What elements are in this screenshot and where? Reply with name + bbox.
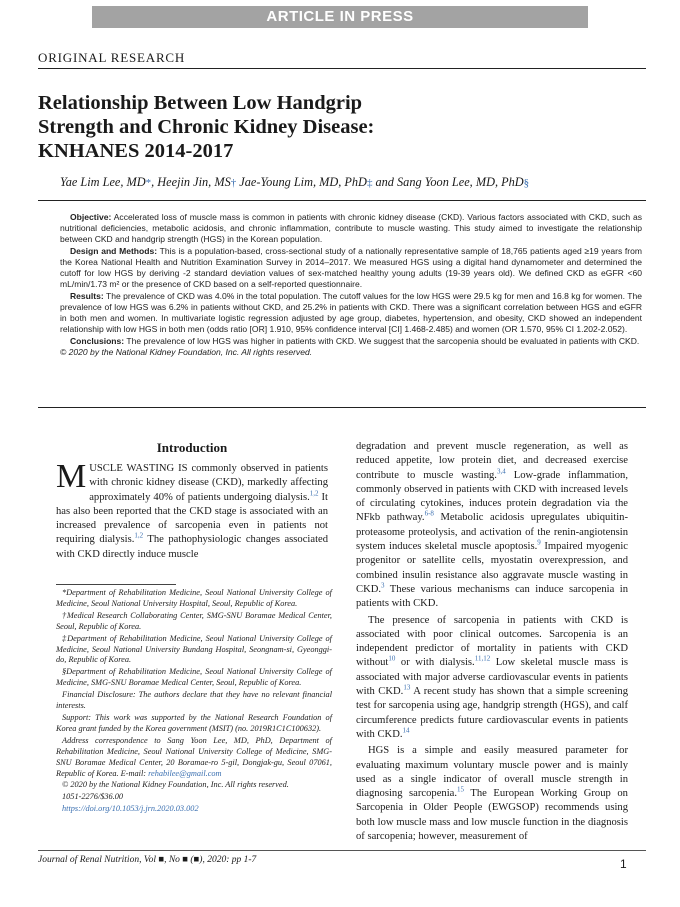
abstract-text: The prevalence of low HGS was higher in patients with CKD. We suggest that the sarcopenia should be evaluated in patients with CKD. [124,335,640,346]
section-label: ORIGINAL RESEARCH [38,50,186,65]
abstract-top-rule [38,200,646,201]
footer-rule [38,850,646,851]
financial-disclosure: Financial Disclosure: The authors declare that they have no relevant financial interests. [56,690,332,711]
footnotes [56,588,332,816]
issn: 1051-2276/$36.00 [62,792,124,802]
introduction-paragraph [56,458,329,562]
paragraph-text: HGS is a simple and easily measured parameter for evaluating maximum voluntary muscle power and is mainly used as a single indicator of overall muscle strength in diagnosing sarcopenia. [356,745,628,800]
affiliation-link[interactable]: † [230,177,237,189]
abstract-results [60,291,642,335]
reference-link[interactable]: 3,4 [496,467,506,476]
author-name: Yae Lim Lee, MD [60,175,146,189]
reference-link[interactable]: 3 [381,581,385,590]
address-text: Address correspondence to Sang Yoon Lee, MD, PhD, Department of Rehabilitation Medicine, Seoul National University College of Medicine, SMG-SNU Boramae Medical Center, 20 Boramae-ro 5-gil, Dongjak-gu, Seoul 07061, Republic of Korea. E-mail: [56,735,332,778]
abstract-text: Accelerated loss of muscle mass is common in patients with chronic kidney disease (CKD). Various factors associated with CKD, such as nutritional deficiencies, metabolic acidosis, and chronic inflammation, contribute to muscle wasting. This study aimed to investigate the relationship between CKD and handgrip strength (HGS) in the Korean population. [60,212,642,245]
paragraph-text: It has also been reported that the CKD stage is associated with an increased prevalence of sarcopenia even in patients not requiring dialysis. [56,491,328,546]
paragraph-text: Impaired myogenic progenitor or satellite cells, myostatin overexpression, and combined insulin resistance also aggravate muscle wasting in CKD. [356,541,628,595]
affiliation-note: §Department of Rehabilitation Medicine, Seoul National University College of Medicine, SMG-SNU Boramae Medical Center, Seoul, Republic of Korea. [56,667,332,688]
reference-link[interactable]: 9 [537,538,541,547]
correspondence-address [56,736,332,780]
reference-link[interactable]: 15 [457,785,464,794]
body-paragraph [356,614,628,743]
abstract-conclusions [60,336,642,347]
paragraph-text: The presence of sarcopenia in patients with CKD is associated with poor clinical outcomes. Sarcopenia is an independent predictor of mortality in patients with CKD without [356,614,628,669]
right-column [356,440,628,844]
author-separator: , [151,175,158,189]
author-name: Heejin Jin, MS [157,175,231,189]
paragraph-text: Metabolic acidosis upregulates ubiquitin-proteasome proteolysis, and activation of the renin-angiotensin system induces skeletal muscle apoptosis. [356,512,628,553]
paragraph-text: The pathophysiologic changes associated with CKD directly induce muscle [56,534,329,560]
author-list [60,175,529,190]
abstract-copyright: © 2020 by the National Kidney Foundation, Inc. All rights reserved. [60,347,313,358]
abstract-label: Results: [70,290,104,301]
reference-link[interactable]: 1,2 [309,489,319,498]
affiliation-note: ‡Department of Rehabilitation Medicine, Seoul National University College of Medicine, Seoul National University Bundang Hospital, Seongnam-si, Gyeonggi-do, Republic of Korea. [56,633,332,665]
drop-cap: M [56,458,87,495]
paragraph-text: The European Working Group on Sarcopenia in Older People (EWGSOP) recommends using both low muscle mass and low muscle function in the diagnosis of sarcopenia; however, measurement of [356,788,628,843]
journal-citation: Journal of Renal Nutrition, Vol ■, No ■ (■), 2020: pp 1-7 [38,855,257,865]
author-separator: and [372,175,398,189]
paragraph-text: These various mechanisms can induce sarcopenia in patients with CKD. [356,583,628,610]
reference-link[interactable]: 11,12 [474,654,491,663]
introduction-heading: Introduction [156,440,228,455]
paragraph-text: A recent study has shown that a simple screening test for sarcopenia using age, handgrip strength (HGS), and calf circumference predicts future cardiovascular events in patients with CKD. [356,686,628,740]
support-note: Support: This work was supported by the National Research Foundation of Korea grant funded by the Korea government (MSIT) (no. 2019R1C1C100632). [56,712,332,733]
abstract-design [60,246,642,290]
abstract-label: Objective: [70,212,112,222]
reference-link[interactable]: 6-8 [424,509,434,518]
affiliation-note: *Department of Rehabilitation Medicine, Seoul National University College of Medicine, Seoul National University Hospital, Seoul, Republic of Korea. [56,588,332,608]
title-line: KNHANES 2014-2017 [38,140,234,162]
abstract-objective [60,212,642,245]
author-name: Jae-Young Lim, MD, PhD [239,175,367,189]
body-paragraph [356,744,628,844]
affiliation-note: †Medical Research Collaborating Center, SMG-SNU Boramae Medical Center, Seoul, Republic of Korea. [56,610,332,631]
doi-link[interactable]: https://doi.org/10.1053/j.jrn.2020.03.002 [62,804,199,814]
paragraph-text: degradation and prevent muscle regeneration, as well as reduced appetite, low protein diet, and decreased exercise contribute to muscle wasting. [356,441,628,481]
page-number: 1 [620,857,627,871]
footnote-rule [56,584,176,585]
email-link[interactable]: rehabilee@gmail.com [148,768,222,778]
header-rule [38,68,646,69]
reference-link[interactable]: 1,2 [134,531,144,540]
reference-link[interactable]: 10 [388,654,396,663]
title-line: Strength and Chronic Kidney Disease: [38,116,375,138]
abstract-text: This is a population-based, cross-sectional study of a nationally representative sample of 18,765 patients aged ≥19 years from the Korea National Health and Nutrition Examination Survey in 2014–2017. We measured HGS using a digital hand dynamometer and determined the cutoff for low HGS by deriving -2 standard deviation values of sex-matched healthy young adults (19-39 years old). We defined CKD as eGFR <60 mL/min/1.73 m² or the presence of CKD based on a self-reported questionnaire. [60,245,643,290]
article-in-press-banner: ARTICLE IN PRESS [92,6,588,28]
paragraph-text: Low-grade inflammation, commonly observed in patients with CKD with increased levels of circulating cytokines, induces protein degradation via the NFkb pathway. [356,469,628,524]
abstract-label: Design and Methods: [70,245,158,256]
author-name: Sang Yoon Lee, MD, PhD [397,175,524,189]
title-line: Relationship Between Low Handgrip [38,92,363,114]
left-column [56,440,328,562]
abstract [60,212,642,359]
article-title [38,91,598,163]
abstract-bottom-rule [38,407,646,408]
body-paragraph [356,440,628,612]
paragraph-text: commonly observed in patients with chronic kidney disease (CKD), markedly affecting approximately 40% of patients undergoing dialysis. [89,463,329,503]
affiliation-link[interactable]: * [145,177,152,189]
footnote-copyright: © 2020 by the National Kidney Foundation, Inc. All rights reserved. [62,780,289,790]
paragraph-text: or with dialysis. [395,657,475,669]
abstract-text: The prevalence of CKD was 4.0% in the total population. The cutoff values for the low HGS were 29.5 kg for men and 16.8 kg for women. The prevalence of low HGS was 6.2% in patients without CKD, and 25.2% in patients with CKD. There was a significant correlation between HGS and eGFR in both men and women. In multivariate logistic regression adjusted by age group, diabetes, hypertension, and obesity, CKD showed an independent relationship with low HGS in both men (odds ratio [OR] 1.910, 95% confidence interval [CI] 1.468-2.485) and women (OR 1.570, 95% CI 1.202-2.052). [60,290,642,334]
reference-link[interactable]: 14 [402,726,410,735]
paragraph-text: Low skeletal muscle mass is associated with major adverse cardiovascular events in patients with CKD. [356,657,629,698]
affiliation-link[interactable]: ‡ [366,177,373,189]
affiliation-link[interactable]: § [523,177,530,189]
small-caps-lead: USCLE WASTING IS [89,463,188,474]
abstract-label: Conclusions: [70,335,125,346]
reference-link[interactable]: 13 [403,683,411,692]
